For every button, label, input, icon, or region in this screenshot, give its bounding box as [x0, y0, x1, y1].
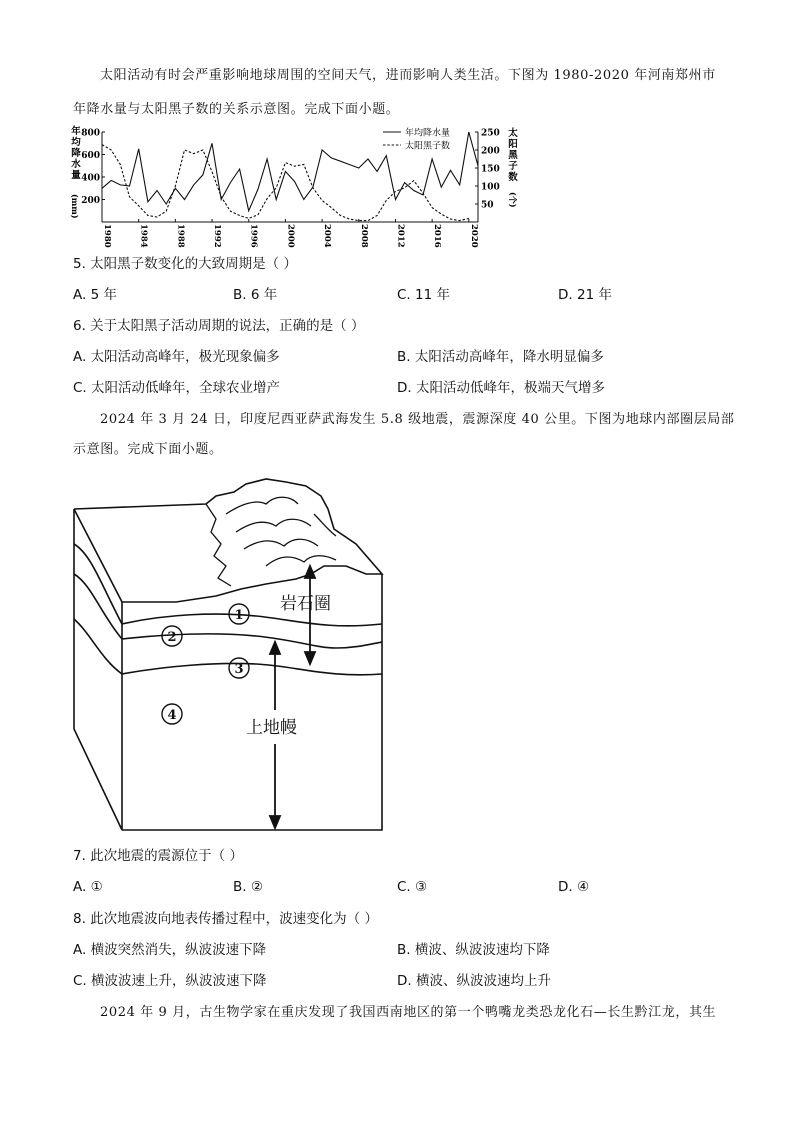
passage1-line1: 太阳活动有时会严重影响地球周围的空间天气，进而影响人类生活。下图为 1980-2020 年河南郑州市 — [100, 68, 716, 83]
left-axis-title-char: 均 — [71, 137, 81, 148]
right-tick-label: 100 — [481, 182, 500, 193]
right-tick-label: 150 — [481, 164, 500, 175]
q5-stem: 5. 太阳黑子数变化的大致周期是（ ） — [73, 256, 297, 272]
passage3-line1: 2024 年 9 月，古生物学家在重庆发现了我国西南地区的第一个鸭嘴龙类恐龙化石—长生黔江龙，其生 — [100, 1005, 717, 1020]
right-axis-title-char: 黑 — [508, 150, 518, 161]
x-tick-label: 2020 — [468, 224, 479, 248]
x-tick-label: 1992 — [212, 224, 223, 248]
left-axis-title-char: 量 — [71, 170, 81, 181]
num-3-digit: 3 — [234, 662, 244, 677]
x-tick-label: 1996 — [248, 224, 259, 248]
q6-option-b[interactable]: B. 太阳活动高峰年，降水明显偏多 — [397, 349, 604, 365]
legend-label: 太阳黑子数 — [405, 141, 451, 152]
q5-option-b[interactable]: B. 6 年 — [233, 287, 278, 303]
q5-option-a[interactable]: A. 5 年 — [73, 287, 117, 303]
q8-stem: 8. 此次地震波向地表传播过程中，波速变化为（ ） — [73, 911, 378, 927]
sunspot-line — [102, 145, 469, 221]
right-axis-title-char: 数 — [508, 172, 518, 183]
left-axis-title-char: 年 — [71, 126, 81, 137]
right-axis-title-char: 子 — [508, 161, 518, 172]
boundary-lithosphere-base — [122, 634, 382, 648]
q7-stem: 7. 此次地震的震源位于（ ） — [73, 848, 243, 864]
right-tick-label: 50 — [481, 200, 494, 211]
q8-option-d[interactable]: D. 横波、纵波波速均上升 — [397, 973, 551, 989]
q7-option-b[interactable]: B. ② — [233, 879, 263, 895]
q8-option-c[interactable]: C. 横波波速上升，纵波波速下降 — [73, 973, 267, 989]
boundary-asthenosphere — [122, 663, 382, 674]
right-tick-label: 250 — [481, 128, 500, 139]
right-axis-unit: (个) — [508, 192, 518, 208]
q7-option-a[interactable]: A. ① — [73, 879, 103, 895]
q8-option-a[interactable]: A. 横波突然消失，纵波波速下降 — [73, 942, 267, 958]
mountain-ridges — [206, 497, 336, 586]
label-upper-mantle: 上地幔 — [246, 718, 297, 738]
lithosphere-arrow — [305, 566, 315, 664]
boundary-moho — [122, 614, 382, 626]
left-axis-title-char: 水 — [71, 159, 81, 170]
left-axis-unit: (mm) — [70, 194, 80, 219]
x-tick-label: 2012 — [395, 224, 406, 248]
left-tick-label: 800 — [81, 128, 100, 139]
q6-stem: 6. 关于太阳黑子活动周期的说法，正确的是（ ） — [73, 318, 365, 334]
left-tick-label: 200 — [81, 196, 100, 206]
passage2-line2: 示意图。完成下面小题。 — [73, 442, 223, 457]
q6-option-a[interactable]: A. 太阳活动高峰年，极光现象偏多 — [73, 349, 280, 365]
x-tick-label: 2008 — [358, 224, 369, 248]
x-tick-label: 1984 — [138, 224, 149, 248]
x-tick-label: 2000 — [285, 224, 296, 248]
num-1-digit: 1 — [234, 608, 244, 623]
right-axis-title-char: 阳 — [508, 139, 518, 150]
right-tick-label: 200 — [481, 146, 500, 157]
layer-line-2 — [74, 574, 122, 639]
label-lithosphere: 岩石圈 — [280, 594, 331, 614]
x-tick-label: 1988 — [175, 224, 186, 248]
x-tick-label: 2016 — [432, 224, 443, 248]
num-2-digit: 2 — [167, 630, 177, 645]
block-front-face — [74, 509, 382, 830]
q7-option-d[interactable]: D. ④ — [558, 879, 590, 895]
left-axis-title-char: 降 — [71, 148, 81, 159]
left-tick-label: 400 — [81, 173, 100, 184]
q8-option-b[interactable]: B. 横波、纵波波速均下降 — [397, 942, 550, 958]
precipitation-sunspot-chart — [68, 124, 528, 249]
q6-option-c[interactable]: C. 太阳活动低峰年，全球农业增产 — [73, 380, 281, 396]
x-tick-label: 2004 — [322, 224, 333, 248]
layer-line-3 — [74, 619, 122, 674]
left-tick-label: 600 — [81, 151, 100, 161]
x-tick-label: 1980 — [102, 224, 112, 248]
earth-layers-diagram — [66, 474, 406, 834]
q6-option-d[interactable]: D. 太阳活动低峰年，极端天气增多 — [397, 380, 605, 396]
passage1-line2: 年降水量与太阳黑子数的关系示意图。完成下面小题。 — [73, 102, 400, 117]
q5-option-d[interactable]: D. 21 年 — [558, 287, 612, 303]
passage2-line1: 2024 年 3 月 24 日，印度尼西亚萨武海发生 5.8 级地震，震源深度 40 公里。下图为地球内部圈层局部 — [100, 412, 735, 427]
num-4-digit: 4 — [167, 708, 177, 723]
q7-option-c[interactable]: C. ③ — [397, 879, 428, 895]
legend-label: 年均降水量 — [405, 128, 451, 139]
right-axis-title-char: 太 — [508, 128, 518, 139]
q5-option-c[interactable]: C. 11 年 — [397, 287, 450, 303]
